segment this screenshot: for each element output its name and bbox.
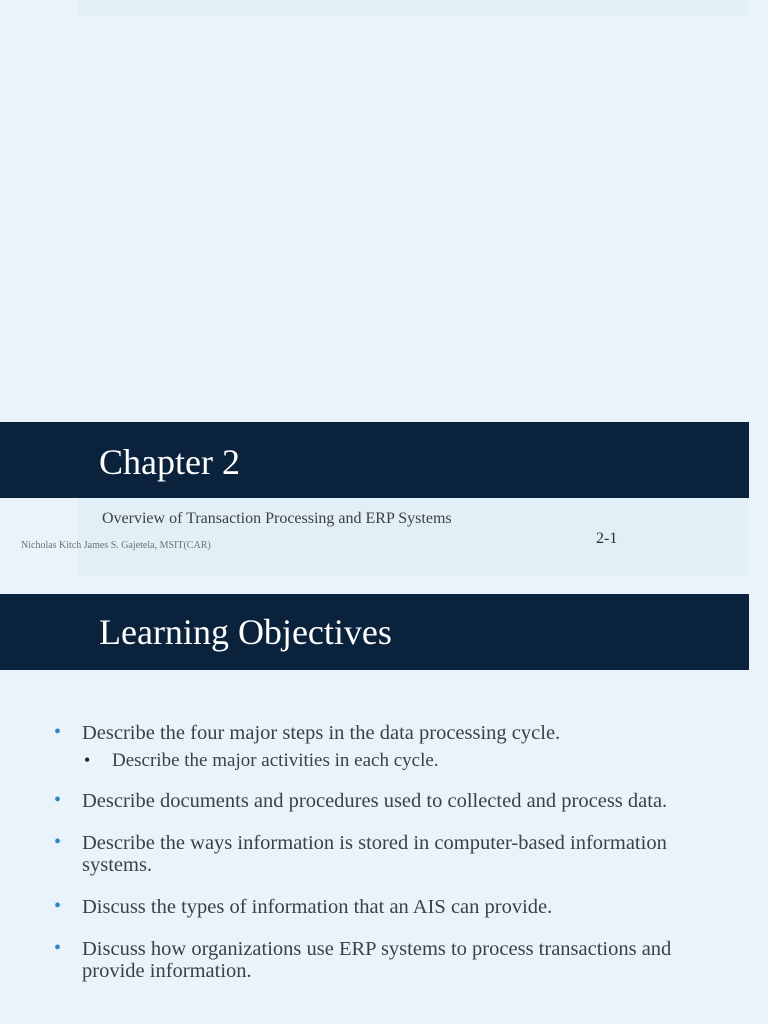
objective-text: Discuss the types of information that an AIS can provide. (82, 896, 553, 918)
objective-item (0, 896, 702, 918)
objective-item (0, 938, 702, 982)
sub-bullet-icon: • (84, 750, 91, 770)
bullet-icon: • (54, 831, 62, 853)
slide-1-number: 2-1 (596, 530, 618, 547)
slide-1-title: Chapter 2 (99, 442, 240, 482)
sub-objective-text: Describe the major activities in each cycle. (112, 750, 439, 771)
previous-slide-edge (78, 0, 748, 16)
bullet-icon: • (54, 937, 62, 959)
bullet-icon: • (54, 721, 62, 743)
slide-1-author: Nicholas Kitch James S. Gajetela, MSIT(CAR) (21, 540, 211, 551)
sub-objective-item (82, 750, 702, 772)
slide-1-subtitle: Overview of Transaction Processing and ERP Systems (102, 510, 452, 527)
objective-item (0, 722, 702, 772)
objective-text: Discuss how organizations use ERP systems to process transactions and provide information. (82, 938, 672, 982)
objective-item (0, 832, 702, 876)
bullet-icon: • (54, 895, 62, 917)
objective-text: Describe the four major steps in the data processing cycle. (82, 722, 561, 744)
objective-item (0, 790, 702, 812)
learning-objectives-list (0, 722, 768, 1002)
bullet-icon: • (54, 789, 62, 811)
slide-2-title: Learning Objectives (99, 612, 392, 652)
objective-text: Describe the ways information is stored in computer-based information systems. (82, 832, 667, 876)
objective-text: Describe documents and procedures used to collected and process data. (82, 790, 668, 812)
slide-2-title-bar (0, 594, 749, 670)
slide-1-title-bar (0, 422, 749, 498)
